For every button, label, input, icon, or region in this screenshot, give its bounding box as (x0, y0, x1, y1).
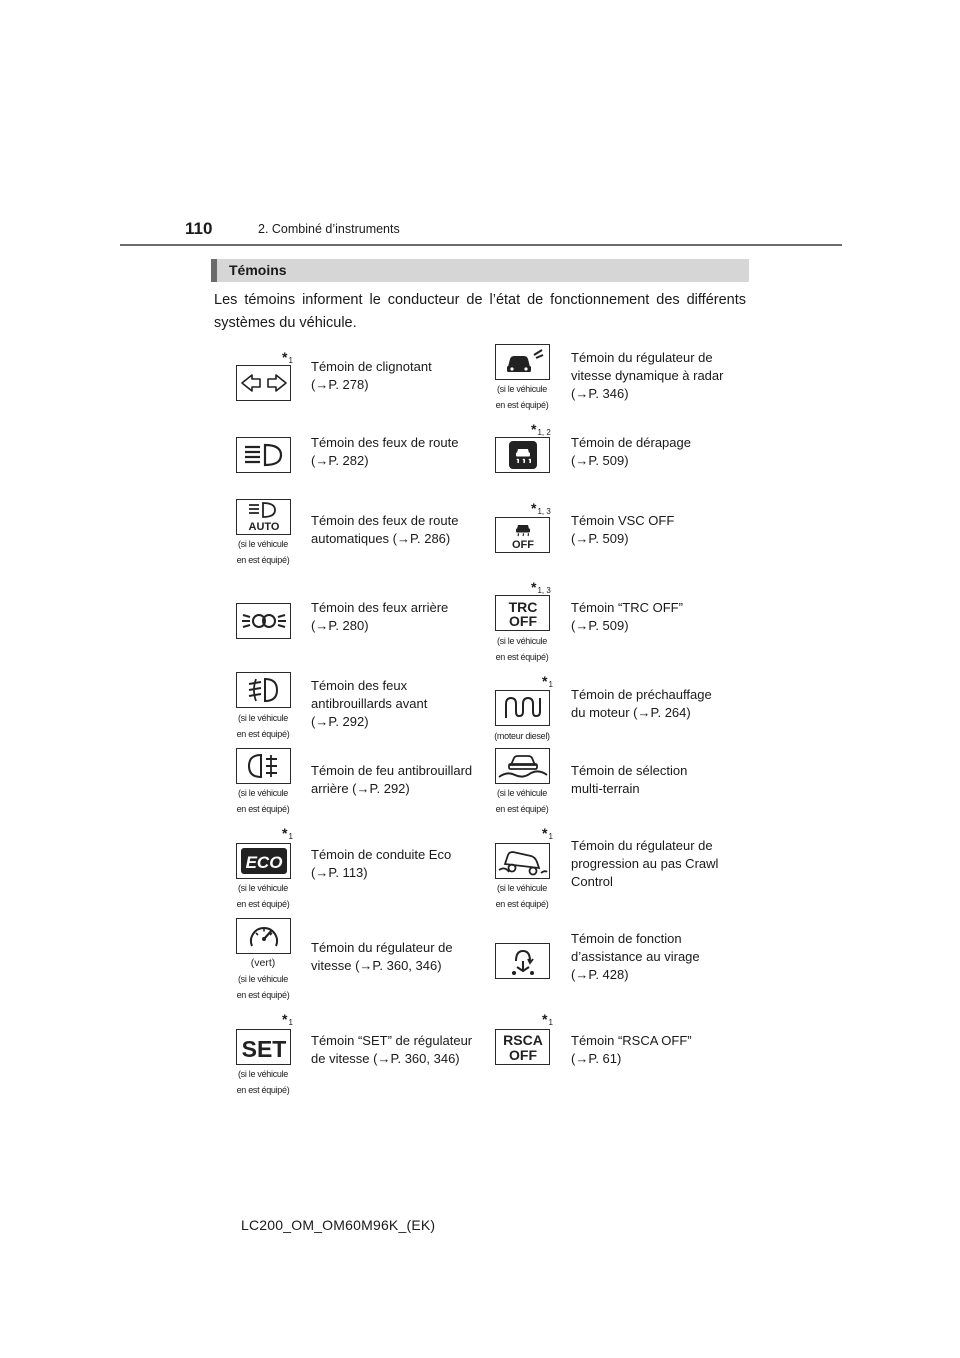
indicator-description: Témoin du régulateur de vitesse dynamique à radar (→P. 346) (571, 350, 724, 401)
section-intro: Les témoins informent le conducteur de l’état de fonctionnement des différents systèmes du véhicule. (214, 292, 746, 331)
svg-text:RSCA: RSCA (502, 1032, 543, 1048)
section-bar (211, 259, 749, 282)
indicator-description: Témoin de clignotant (→P. 278) (311, 359, 432, 392)
svg-text:OFF: OFF (508, 613, 537, 629)
svg-text:ECO: ECO (245, 853, 282, 872)
svg-text:SET: SET (241, 1036, 286, 1062)
multi-terrain-icon (495, 748, 550, 784)
radar-cruise-car-icon (495, 344, 550, 380)
indicator-description: Témoin VSC OFF (→P. 509) (571, 513, 675, 546)
indicator-description: Témoin “TRC OFF” (→P. 509) (571, 600, 683, 633)
svg-text:OFF: OFF (508, 1047, 537, 1063)
crawl-control-icon (495, 843, 550, 879)
svg-text:AUTO: AUTO (248, 521, 279, 533)
indicator-description: Témoin de conduite Eco (→P. 113) (311, 847, 452, 880)
trc-off-icon (495, 595, 550, 631)
equipment-note: (si le véhicule en est équipé) (495, 636, 549, 662)
tail-light-icon (236, 603, 291, 639)
turn-assist-icon (495, 943, 550, 979)
indicator-description: Témoin de sélection multi-terrain (571, 763, 688, 796)
eco-driving-icon (236, 843, 291, 879)
svg-text:TRC: TRC (508, 599, 537, 615)
indicator-description: Témoin de dérapage (→P. 509) (571, 435, 691, 468)
indicator-description: Témoin “RSCA OFF” (→P. 61) (571, 1033, 692, 1066)
indicator-description: Témoin des feux de route (→P. 282) (311, 435, 459, 468)
indicator-description: Témoin de préchauffage du moteur (→P. 264) (571, 687, 712, 720)
equipment-note: (si le véhicule en est équipé) (236, 883, 290, 909)
equipment-note: (si le véhicule en est équipé) (236, 539, 290, 565)
footnote-mark: $*_1$ (282, 825, 293, 841)
page-number: 110 (185, 219, 213, 238)
section-title: Témoins (229, 262, 287, 278)
footer-model-code: LC200_OM_OM60M96K_(EK) (241, 1217, 436, 1233)
indicator-description: Témoin “SET” de régulateur de vitesse (→P. 360, 346) (311, 1033, 473, 1066)
footnote-mark: $*_1$ (282, 349, 293, 365)
auto-high-beam-icon (236, 499, 291, 535)
chapter-title: 2. Combiné d’instruments (258, 222, 400, 236)
svg-text:OFF: OFF (511, 539, 534, 551)
equipment-note: (si le véhicule en est équipé) (495, 883, 549, 909)
front-fog-light-icon (236, 672, 291, 708)
glow-plug-icon (495, 690, 550, 726)
indicator-description: Témoin des feux antibrouillards avant (→P. 292) (311, 678, 428, 729)
high-beam-icon (236, 437, 291, 473)
footnote-mark: $*_{1, 2}$ (531, 421, 551, 437)
slip-indicator-icon (495, 437, 550, 473)
equipment-note: (si le véhicule en est équipé) (236, 974, 290, 1000)
footnote-mark: $*_1$ (542, 825, 553, 841)
equipment-note: (si le véhicule en est équipé) (495, 384, 549, 410)
indicator-description: Témoin du régulateur de progression au pas Crawl Control (571, 838, 719, 889)
equipment-note: (si le véhicule en est équipé) (236, 1069, 290, 1095)
cruise-set-icon (236, 1029, 291, 1065)
indicator-description: Témoin des feux de route automatiques (→P. 286) (311, 513, 459, 546)
color-note: (vert) (250, 957, 276, 969)
footnote-mark: $*_{1, 3}$ (531, 500, 551, 516)
equipment-note: (si le véhicule en est équipé) (236, 788, 290, 814)
rsca-off-icon (495, 1029, 550, 1065)
indicator-description: Témoin du régulateur de vitesse (→P. 360, 346) (311, 940, 453, 973)
equipment-note: (moteur diesel) (494, 731, 550, 741)
header-rule (120, 244, 842, 246)
equipment-note: (si le véhicule en est équipé) (495, 788, 549, 814)
indicator-description: Témoin de feu antibrouillard arrière (→P. 292) (311, 763, 473, 796)
footnote-mark: $*_1$ (282, 1011, 293, 1027)
rear-fog-light-icon (236, 748, 291, 784)
vsc-off-icon (495, 517, 550, 553)
cruise-control-icon (236, 918, 291, 954)
footnote-mark: $*_{1, 3}$ (531, 579, 551, 595)
footnote-mark: $*_1$ (542, 673, 553, 689)
turn-signal-arrows-icon (236, 365, 291, 401)
indicator-description: Témoin des feux arrière (→P. 280) (311, 600, 449, 633)
equipment-note: (si le véhicule en est équipé) (236, 713, 290, 739)
footnote-mark: $*_1$ (542, 1011, 553, 1027)
indicator-description: Témoin de fonction d’assistance au virage (→P. 428) (571, 931, 700, 982)
